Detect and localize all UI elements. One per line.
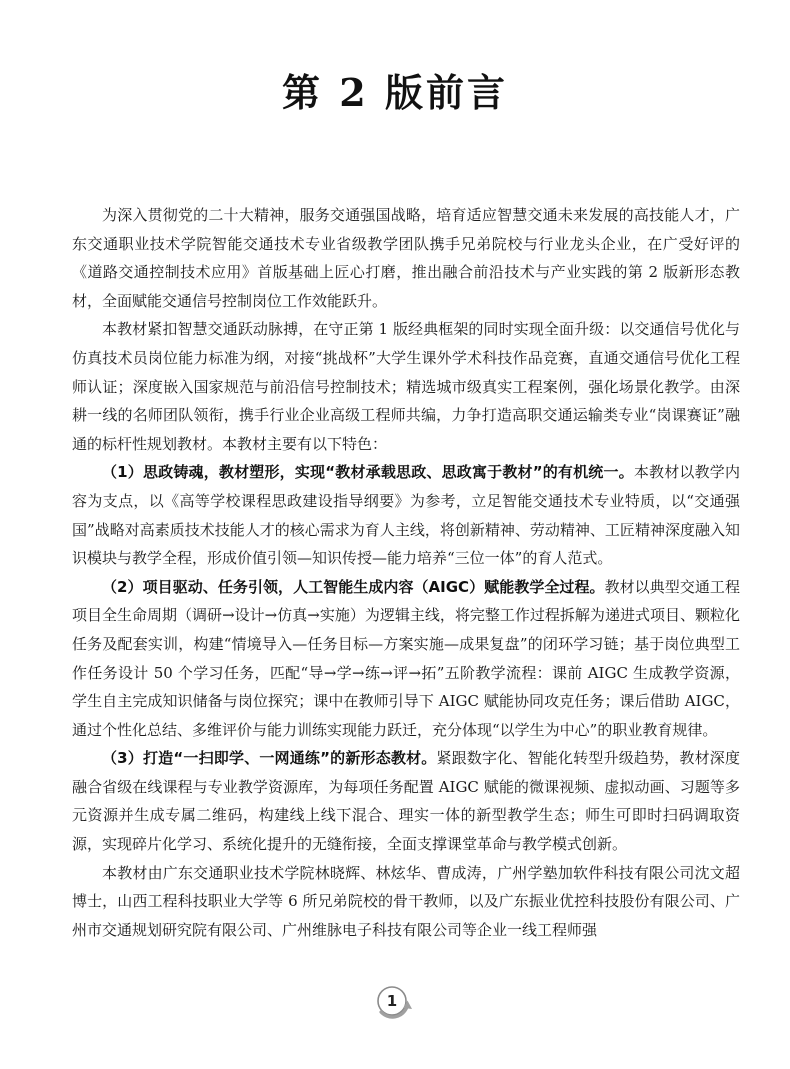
paragraph-text: 紧跟数字化、智能化转型升级趋势，教材深度融合省级在线课程与专业教学资源库，为每项任务配置 AIGC 赋能的微课视频、虚拟动画、习题等多元资源并生成专属二维码，构建线上线下混合、理实一体的新型教学生态；师生可即时扫码调取资源，实现碎片化学习、系统化提升的无缝衔接，全面支撑课堂革命与教学模式创新。 xyxy=(72,749,740,854)
paragraph-feature-3 xyxy=(72,744,740,858)
page-title: 第 2 版前言 xyxy=(282,70,508,115)
paragraph-text: 本教材紧扣智慧交通跃动脉搏，在守正第 1 版经典框架的同时实现全面升级：以交通信号优化与仿真技术员岗位能力标准为纲，对接“挑战杯”大学生课外学术科技作品竞赛，直通交通信号优化工程师认证；深度嵌入国家规范与前沿信号控制技术；精选城市级真实工程案例，强化场景化教学。由深耕一线的名师团队领衔，携手行业企业高级工程师共编，力争打造高职交通运输类专业“岗课赛证”融通的标杆性规划教材。本教材主要有以下特色： xyxy=(72,320,740,453)
feature-heading: （1）思政铸魂，教材塑形，实现“教材承载思政、思政寓于教材”的有机统一。 xyxy=(102,463,634,482)
paragraph-text: 本教材以教学内容为支点，以《高等学校课程思政建设指导纲要》为参考，立足智能交通技术专业特质，以“交通强国”战略对高素质技术技能人才的核心需求为育人主线，将创新精神、劳动精神、工匠精神深度融入知识模块与教学全程，形成价值引领—知识传授—能力培养“三位一体”的育人范式。 xyxy=(72,463,740,568)
paragraph-text: 教材以典型交通工程项目全生命周期（调研→设计→仿真→实施）为逻辑主线，将完整工作过程拆解为递进式项目、颗粒化任务及配套实训，构建“情境导入—任务目标—方案实施—成果复盘”的闭环学习链；基于岗位典型工作任务设计 50 个学习任务，匹配“导→学→练→评→拓”五阶教学流程：课前 AIGC 生成教学资源，学生自主完成知识储备与岗位探究；课中在教师引导下 AIGC 赋能协同攻克任务；课后借助 AIGC，通过个性化总结、多维评价与能力训练实现能力跃迁，充分体现“以学生为中心”的职业教育规律。 xyxy=(72,577,740,739)
paragraph-text: 为深入贯彻党的二十大精神，服务交通强国战略，培育适应智慧交通未来发展的高技能人才，广东交通职业技术学院智能交通技术专业省级教学团队携手兄弟院校与行业龙头企业，在广受好评的《道路交通控制技术应用》首版基础上匠心打磨，推出融合前沿技术与产业实践的第 2 版新形态教材，全面赋能交通信号控制岗位工作效能跃升。 xyxy=(72,206,740,310)
page-number: 1 xyxy=(386,992,398,1010)
paragraph-text: 本教材由广东交通职业技术学院林晓辉、林炫华、曹成涛，广州学塾加软件科技有限公司沈文超博士，山西工程科技职业大学等 6 所兄弟院校的骨干教师，以及广东振业优控科技股份有限公司、广州市交通规划研究院有限公司、广州维脉电子科技有限公司等企业一线工程师强 xyxy=(72,863,740,939)
feature-heading: （3）打造“一扫即学、一网通练”的新形态教材。 xyxy=(102,749,437,768)
page-number-badge xyxy=(374,983,414,1023)
paragraph-intro xyxy=(72,201,740,315)
paragraph-authors xyxy=(72,859,740,945)
paragraph-overview xyxy=(72,315,740,458)
feature-heading: （2）项目驱动、任务引领，人工智能生成内容（AIGC）赋能教学全过程。 xyxy=(102,577,605,596)
paragraph-feature-1 xyxy=(72,458,740,572)
preface-body xyxy=(72,201,740,944)
paragraph-feature-2 xyxy=(72,573,740,745)
